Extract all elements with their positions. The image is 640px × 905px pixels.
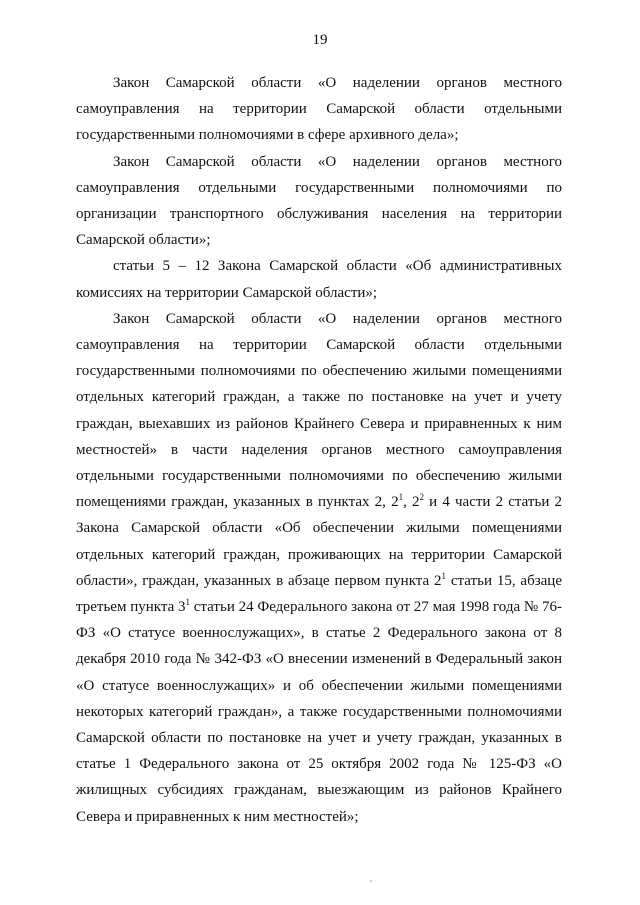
page-number: 19	[312, 32, 328, 48]
paragraph-housing-law	[76, 306, 562, 830]
paragraph-text: статьи 24 Федерального закона от 27 мая 1998 года № 76-ФЗ «О статусе военнослужащих», в статье 2 Федерального закона от 8 декабря 2010 года № 342-ФЗ «О внесении изменений в Федеральный закон «О статусе военнослужащих» и об обеспечении жилыми помещениями некоторых категорий граждан», а также государственными полномочиями Самарской области по постановке на учет и учету граждан, указанных в статье 1 Федерального закона от 25 октября 2002 года № 125-ФЗ «О жилищных субсидиях гражданам, выезжающим из районов Крайнего Севера и приравненных к ним местностей»;	[76, 599, 562, 825]
document-body	[76, 70, 562, 830]
paragraph-text: , 2	[403, 494, 420, 511]
superscript: 1	[185, 597, 190, 608]
paragraph-archive-law	[76, 70, 562, 149]
superscript: 1	[398, 492, 404, 503]
superscript: 1	[441, 570, 447, 581]
scan-speck	[370, 880, 372, 882]
paragraph-text: Закон Самарской области «О наделении органов местного самоуправления на территории Самарской области отдельными государственными полномочиями по обеспечению жилыми помещениями отдельных категорий граждан, а также по постановке на учет и учету граждан, выехавших из районов Крайнего Севера и приравненных к ним местностей» в части наделения органов местного самоуправления отдельными государственными полномочиями по обеспечению жилыми помещениями граждан, указанных в пунктах 2, 2	[76, 310, 562, 511]
paragraph-text: Закон Самарской области «О наделении органов местного самоуправления отдельными государственными полномочиями по организации транспортного обслуживания населения на территории Самарской области»;	[76, 153, 562, 249]
paragraph-admin-commissions	[76, 253, 562, 305]
paragraph-text: статьи 5 – 12 Закона Самарской области «Об административных комиссиях на территории Самарской области»;	[76, 258, 562, 301]
paragraph-text: Закон Самарской области «О наделении органов местного самоуправления на территории Самарской области отдельными государственными полномочиями в сфере архивного дела»;	[76, 75, 562, 144]
paragraph-text: статьи 15, абзаце третьем пункта 3	[76, 572, 562, 616]
superscript: 2	[419, 492, 424, 503]
paragraph-transport-law	[76, 149, 562, 254]
paragraph-text: и 4 части 2 статьи 2 Закона Самарской области «Об обеспечении жилыми помещениями отдельных категорий граждан, проживающих на территории Самарской области», граждан, указанных в абзаце первом пункта 2	[76, 494, 563, 589]
